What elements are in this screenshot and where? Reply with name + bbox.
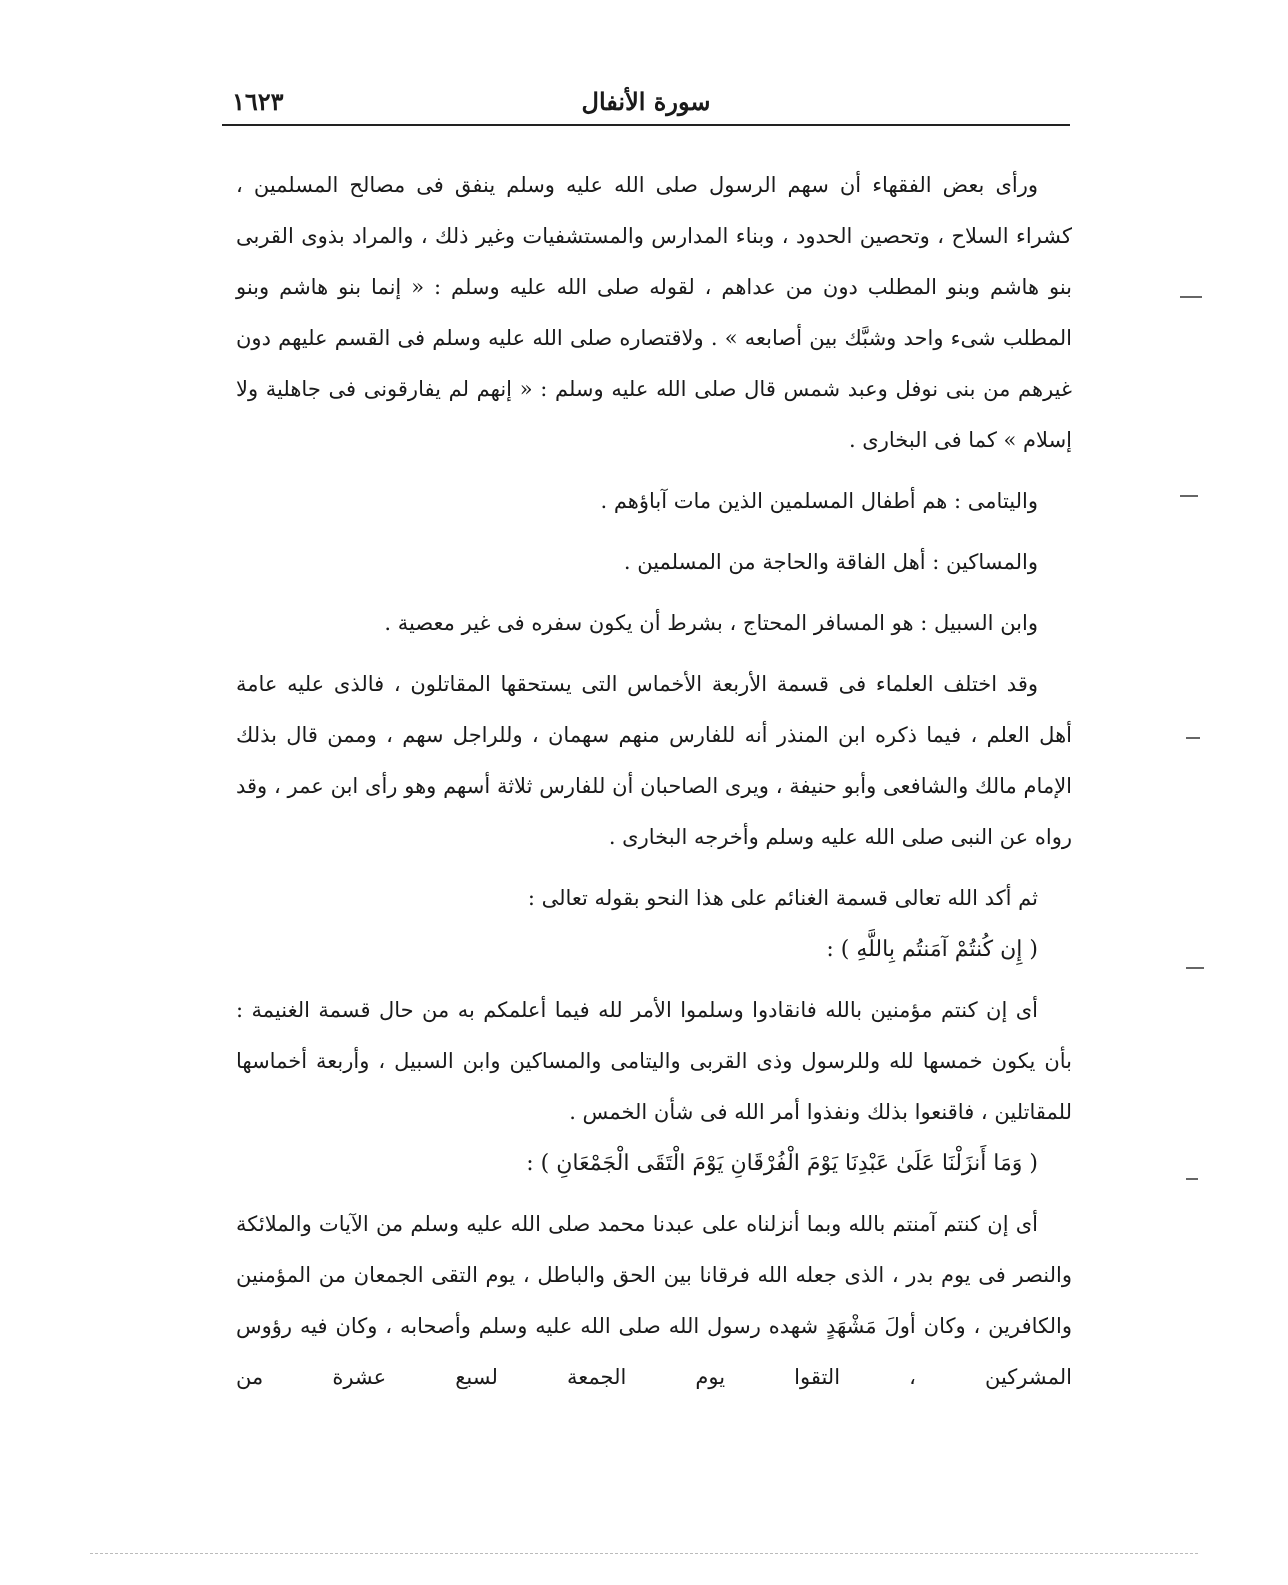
body-text <box>236 160 1072 1403</box>
paragraph-four-fifths: وقد اختلف العلماء فى قسمة الأربعة الأخماس التى يستحقها المقاتلون ، فالذى عليه عامة أهل العلم ، فيما ذكره ابن المنذر أنه للفارس منهم سهمان ، وللراجل سهم ، وممن قال بذلك الإمام مالك والشافعى وأبو حنيفة ، ويرى الصاحبان أن للفارس ثلاثة أسهم وهو رأى ابن عمر ، وقد رواه عن النبى صلى الله عليه وسلم وأخرجه البخارى . <box>236 672 1072 849</box>
paragraph-prophet-share: ورأى بعض الفقهاء أن سهم الرسول صلى الله عليه وسلم ينفق فى مصالح المسلمين ، كشراء السلاح ، وتحصين الحدود ، وبناء المدارس والمستشفيات وغير ذلك ، والمراد بذوى القربى بنو هاشم وبنو المطلب دون من عداهم ، لقوله صلى الله عليه وسلم : « إنما بنو هاشم وبنو المطلب شىء واحد وشبَّك بين أصابعه » . ولاقتصاره صلى الله عليه وسلم فى القسم عليهم دون غيرهم من بنى نوفل وعبد شمس قال صلى الله عليه وسلم : « إنهم لم يفارقونى فى جاهلية ولا إسلام » كما فى البخارى . <box>236 173 1072 452</box>
margin-mark <box>1180 495 1198 497</box>
paragraph-wayfarer: وابن السبيل : هو المسافر المحتاج ، بشرط أن يكون سفره فى غير معصية . <box>384 611 1038 635</box>
paragraph-poor: والمساكين : أهل الفاقة والحاجة من المسلمين . <box>623 550 1038 574</box>
paragraph-badr: أى إن كنتم آمنتم بالله وبما أنزلناه على عبدنا محمد صلى الله عليه وسلم من الآيات والملائكة والنصر فى يوم بدر ، الذى جعله الله فرقانا بين الحق والباطل ، يوم التقى الجمعان من المؤمنين والكافرين ، وكان أولَ مَشْهَدٍ شهده رسول الله صلى الله عليه وسلم وأصحابه ، وكان فيه رؤوس المشركين ، التقوا يوم الجمعة لسبع عشرة من <box>236 1212 1072 1389</box>
page-number: ١٦٢٣ <box>232 87 284 116</box>
quran-verse-if-you-believe: ( إِن كُنتُمْ آمَنتُم بِاللَّهِ ) : <box>826 937 1038 962</box>
header-rule <box>222 124 1070 126</box>
margin-mark <box>1186 967 1204 969</box>
quran-verse-furqan: ( وَمَا أَنزَلْنَا عَلَىٰ عَبْدِنَا يَوْمَ الْفُرْقَانِ يَوْمَ الْتَقَى الْجَمْعَانِ ) : <box>526 1151 1038 1176</box>
paragraph-emphasis: ثم أكد الله تعالى قسمة الغنائم على هذا النحو بقوله تعالى : <box>527 886 1038 910</box>
margin-mark <box>1180 296 1202 298</box>
margin-mark <box>1186 737 1200 739</box>
paragraph-explanation-belief: أى إن كنتم مؤمنين بالله فانقادوا وسلموا الأمر لله فيما أعلمكم به من حال قسمة الغنيمة : بأن يكون خمسها لله وللرسول وذى القربى واليتامى والمساكين وابن السبيل ، وأربعة أخماسها للمقاتلين ، فاقنعوا بذلك ونفذوا أمر الله فى شأن الخمس . <box>236 998 1073 1124</box>
surah-title: سورة الأنفال <box>581 87 711 116</box>
paragraph-orphans: واليتامى : هم أطفال المسلمين الذين مات آباؤهم . <box>600 489 1038 513</box>
page-header <box>222 84 1070 126</box>
scan-edge <box>90 1553 1198 1554</box>
margin-mark <box>1186 1178 1198 1180</box>
